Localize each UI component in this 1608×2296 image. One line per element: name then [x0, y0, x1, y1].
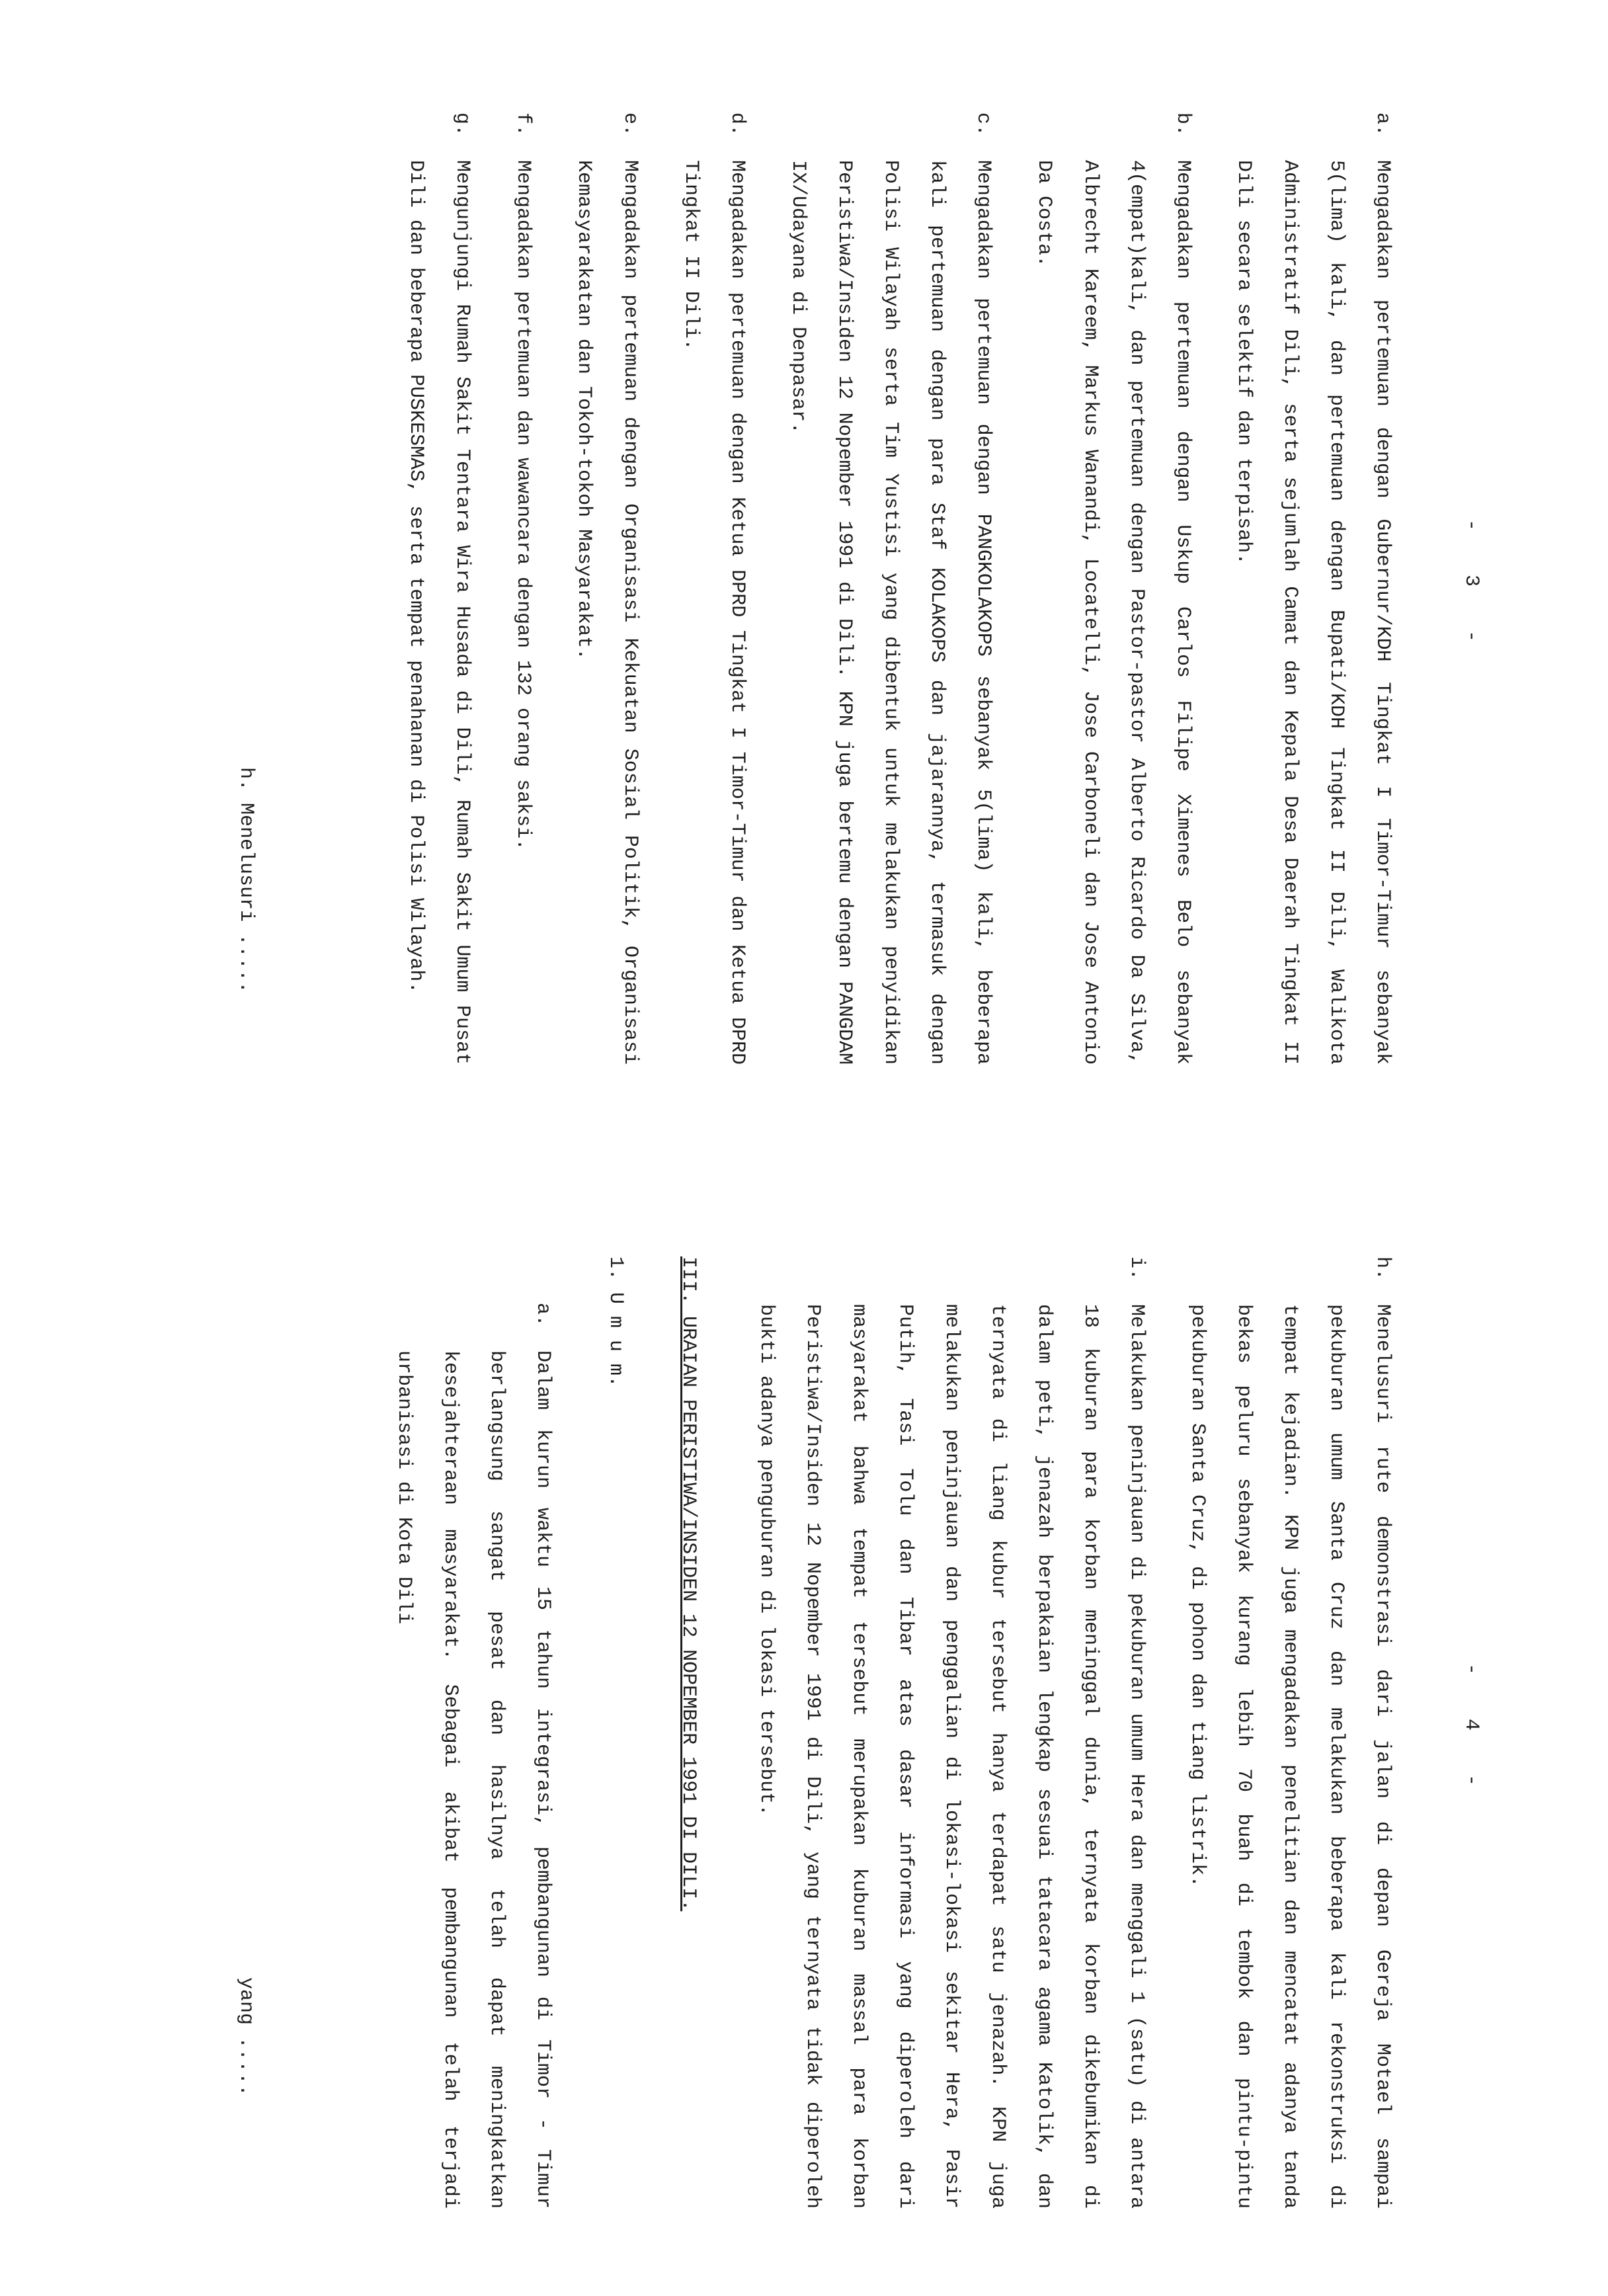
page-4 — [366, 1256, 1482, 2209]
item-text: Mengadakan pertemuan dengan PANGKOLAKOPS sebanyak 5(lima) kali, beberapa kali pertemuan dengan para Staf KOLAKOPS dan jajarannya, termasuk dengan Polisi Wilayah serta Tim Yustisi yang dibentuk untuk melakukan penyidikan Peristiwa/Insiden 12 Nopember 1991 di Dili. KPN juga bertemu dengan PANGDAM IX/Udayana di Denpasar. — [787, 160, 994, 1065]
section-heading: III. URAIAN PERISTIWA/INSIDEN 12 NOPEMBER 1991 DI DILI. — [677, 1256, 700, 1912]
list-item — [743, 1256, 1160, 2209]
item-marker: i. — [1125, 1256, 1148, 1281]
page-continuation: yang ..... — [235, 1977, 257, 2097]
list-item — [381, 1256, 566, 2209]
item-marker: h. — [1371, 1256, 1394, 1281]
list-item — [775, 112, 1006, 1065]
page-3 — [378, 112, 1482, 1065]
item-text: Mengadakan pertemuan dengan Gubernur/KDH Tingkat I Timor-Timur sebanyak 5(lima) kali, dan pertemuan dengan Bupati/KDH Tingkat II Dili, Walikota Administratif Dili, serta sejumlah Camat dan Kepala Desa Daerah Tingkat II Dili secara selektif dan terpisah. — [1232, 160, 1394, 1065]
item-marker: f. — [512, 112, 534, 137]
item-marker: d. — [726, 112, 748, 137]
item-text: Mengadakan pertemuan dan wawancara dengan 132 orang saksi. — [512, 160, 534, 851]
item-text: Menelusuri rute demonstrasi dari jalan di depan Gereja Motael sampai pekuburan umum Santa Cruz dan melakukan beberapa kali rekonstruksi di tempat kejadian. KPN juga mengadakan penelitian dan mencatat adanya tanda bekas peluru sebanyak kurang lebih 70 buah di tembok dan pintu-pintu pekuburan Santa Cruz, di pohon dan tiang listrik. — [1186, 1304, 1394, 2209]
item-marker: a. — [1371, 112, 1394, 137]
item-marker: b. — [1172, 112, 1194, 137]
page-number: - 3 - — [1460, 518, 1482, 658]
item-text: Mengadakan pertemuan dengan Organisasi Kekuatan Sosial Politik, Organisasi Kemasyarakatan dan Tokoh-tokoh Masyarakat. — [573, 160, 641, 1065]
list-item — [393, 112, 485, 1065]
list-item — [1174, 1256, 1406, 2209]
list-item — [1221, 112, 1406, 1065]
item-marker: g. — [451, 112, 473, 137]
item-text: Mengunjungi Rumah Sakit Tentara Wira Husada di Dili, Rumah Sakit Umum Pusat Dili dan beberapa PUSKESMAS, serta tempat penahanan di Polisi Wilayah. — [405, 160, 473, 1065]
list-item — [561, 112, 653, 1065]
page-continuation: h. Menelusuri ..... — [235, 767, 257, 994]
subsection-heading: 1. U m u m. — [604, 1256, 627, 1388]
item-marker: e. — [619, 112, 641, 137]
list-item — [1021, 112, 1206, 1065]
item-marker: a. — [532, 1303, 554, 1327]
item-text: Mengadakan pertemuan dengan Uskup Carlos Filipe Ximenes Belo sebanyak 4(empat)kali, dan pertemuan dengan Pastor-pastor Alberto Ricardo Da Silva, Albrecht Kareem, Markus Wanandi, Locatelli, Jose Carboneli dan Jose Antonio Da Costa. — [1033, 160, 1194, 1065]
page-number: - 4 - — [1460, 1662, 1482, 1802]
list-item — [668, 112, 760, 1065]
item-text: Mengadakan pertemuan dengan Ketua DPRD Tingkat I Timor-Timur dan Ketua DPRD Tingkat II Dili. — [680, 160, 748, 1065]
item-text: Melakukan peninjauan di pekuburan umum Hera dan menggali 1 (satu) di antara 18 kuburan para korban meninggal dunia, ternyata korban dikebumikan di dalam peti, jenazah berpakaian lengkap sesuai tatacara agama Katolik, dan ternyata di liang kubur tersebut hanya terdapat satu jenazah. KPN juga melakukan peninjauan dan penggalian di lokasi-lokasi sekitar Hera, Pasir Putih, Tasi Tolu dan Tibar atas dasar informasi yang diperoleh dari masyarakat bahwa tempat tersebut merupakan kuburan massal para korban Peristiwa/Insiden 12 Nopember 1991 di Dili, yang ternyata tidak diperoleh bukti adanya penguburan di lokasi tersebut. — [755, 1304, 1148, 2209]
item-marker: c. — [972, 112, 994, 137]
item-text: Dalam kurun waktu 15 tahun integrasi, pembangunan di Timor - Timur berlangsung sangat pesat dan hasilnya telah dapat meningkatkan kesejahteraan masyarakat. Sebagai akibat pembangunan telah terjadi urbanisasi di Kota Dili — [393, 1350, 554, 2209]
list-item — [500, 112, 546, 1065]
